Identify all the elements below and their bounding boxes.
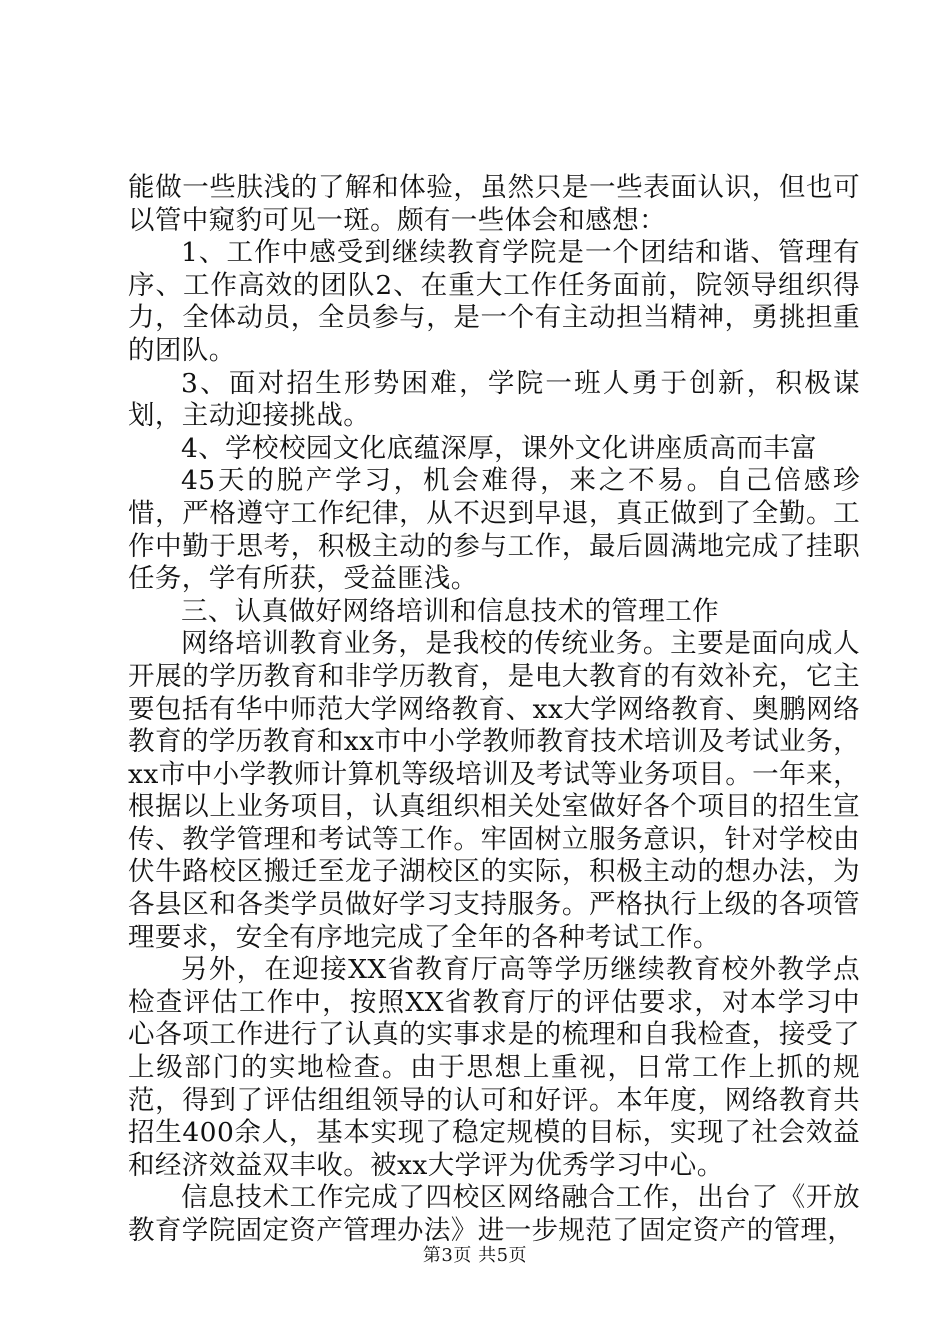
- section-heading-3: 三、认真做好网络培训和信息技术的管理工作: [181, 595, 719, 627]
- paragraph-network-training: 网络培训教育业务，是我校的传统业务。主要是面向成人开展的学历教育和非学历教育，是电大教育的有效补充，它主要包括有华中师范大学网络教育、xx大学网络教育、奥鹏网络教育的学历教育和xx市中小学教师教育技术培训及考试业务，xx市中小学教师计算机等级培训及考试等业务项目。一年来，根据以上业务项目，认真组织相关处室做好各个项目的招生宣传、教学管理和考试等工作。牢固树立服务意识，针对学校由伏牛路校区搬迁至龙子湖校区的实际，积极主动的想办法，为各县区和各类学员做好学习支持服务。严格执行上级的各项管理要求，安全有序地完成了全年的各种考试工作。: [128, 628, 860, 953]
- page-footer: 第3页 共5页: [422, 1245, 528, 1266]
- paragraph-point-4: 4、学校校园文化底蕴深厚，课外文化讲座质高而丰富: [181, 432, 817, 464]
- paragraph-point-3: 3、面对招生形势困难，学院一班人勇于创新，积极谋划，主动迎接挑战。: [128, 367, 860, 432]
- paragraph-it-work: 信息技术工作完成了四校区网络融合工作，出台了《开放教育学院固定资产管理办法》进一步规范了固定资产的管理，: [128, 1182, 860, 1246]
- paragraph-point-1-2: 1、工作中感受到继续教育学院是一个团结和谐、管理有序、工作高效的团队2、在重大工作任务面前，院领导组织得力，全体动员，全员参与，是一个有主动担当精神，勇挑担重的团队。: [128, 237, 860, 366]
- paragraph-evaluation: 另外，在迎接XX省教育厅高等学历继续教育校外教学点检查评估工作中，按照XX省教育厅的评估要求，对本学习中心各项工作进行了认真的实事求是的梳理和自我检查，接受了上级部门的实地检查。由于思想上重视，日常工作上抓的规范，得到了评估组组领导的认可和好评。本年度，网络教育共招生400余人，基本实现了稳定规模的目标，实现了社会效益和经济效益双丰收。被xx大学评为优秀学习中心。: [128, 954, 860, 1181]
- paragraph-study-summary: 45天的脱产学习，机会难得，来之不易。自己倍感珍惜，严格遵守工作纪律，从不迟到早退，真正做到了全勤。工作中勤于思考，积极主动的参与工作，最后圆满地完成了挂职任务，学有所获，受益匪浅。: [128, 465, 860, 595]
- paragraph-continuation: 能做一些肤浅的了解和体验，虽然只是一些表面认识，但也可以管中窥豹可见一斑。颇有一些体会和感想：: [128, 172, 860, 236]
- document-body: [128, 172, 860, 1248]
